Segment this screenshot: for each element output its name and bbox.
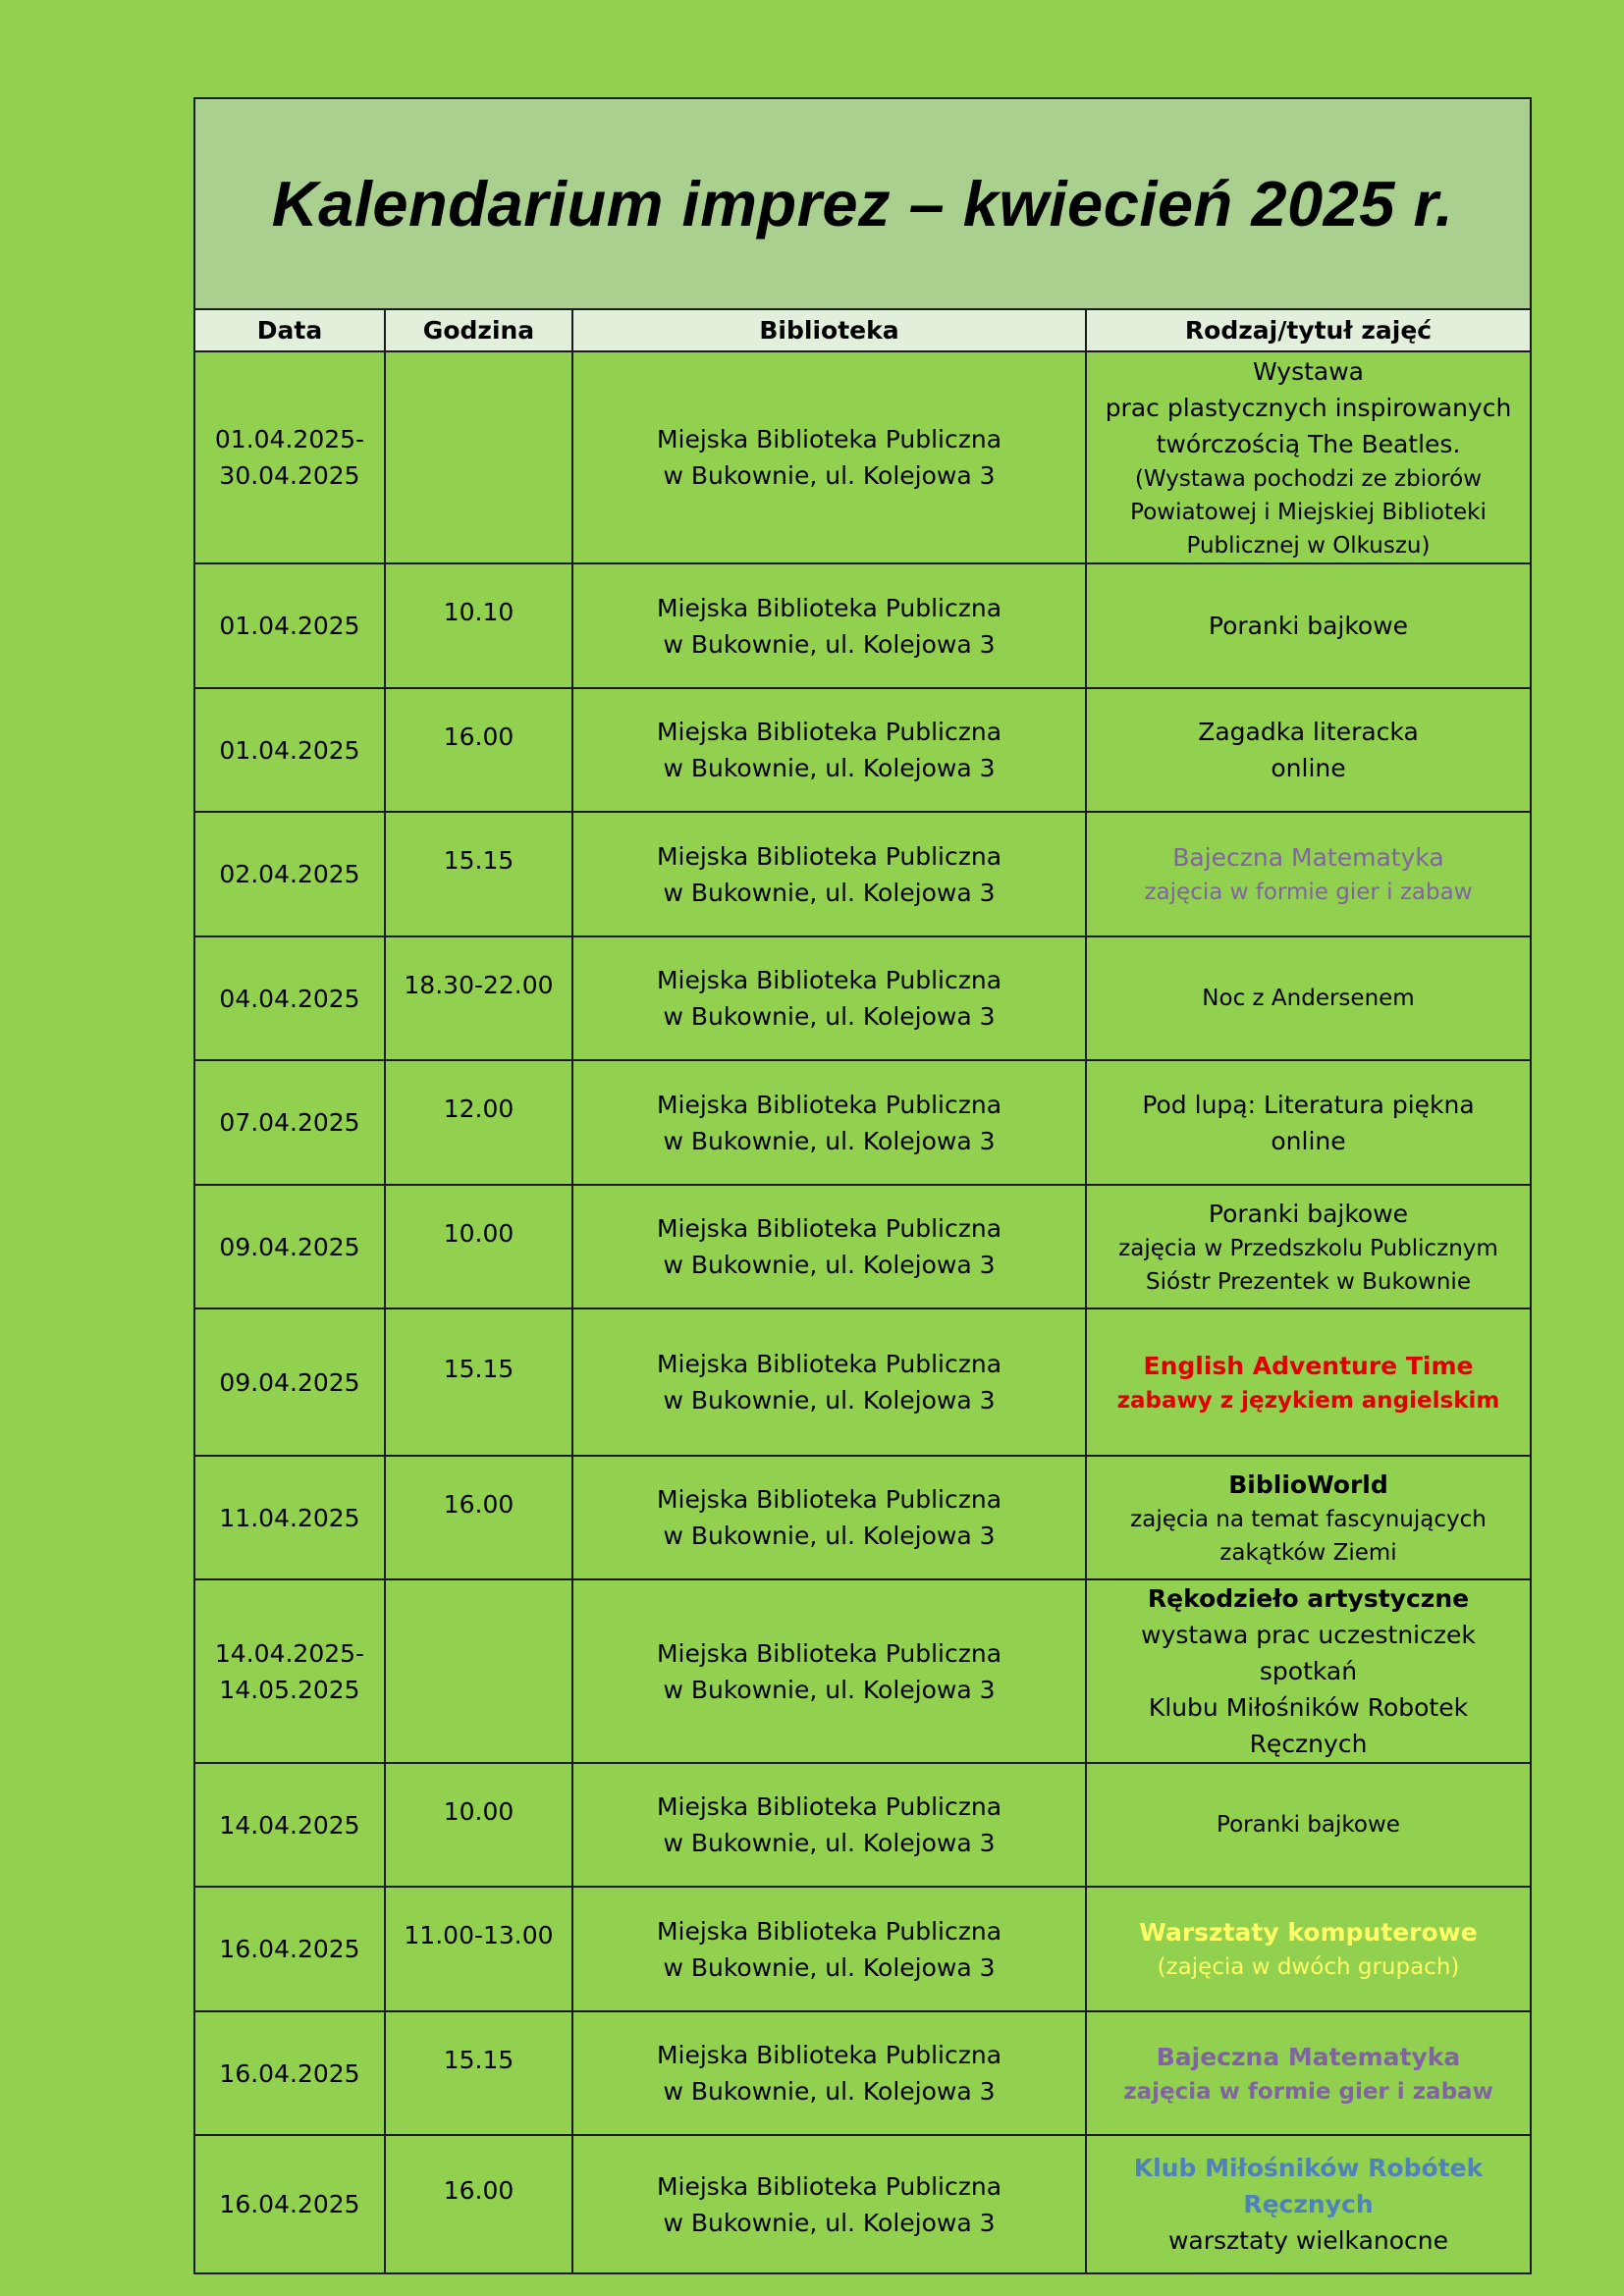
header-date: Data xyxy=(195,310,385,351)
date-start: 14.04.2025- xyxy=(214,1638,365,1668)
header-time: Godzina xyxy=(385,310,572,351)
date-cell: 16.04.2025 xyxy=(195,2011,385,2135)
date-cell xyxy=(195,1579,385,1763)
calendar-sheet xyxy=(193,97,1532,2274)
table-row xyxy=(195,1308,1530,1456)
activity-cell: Klub Miłośników Robótek Ręcznych warsztaty wielkanocne xyxy=(1086,2135,1530,2272)
date-cell: 04.04.2025 xyxy=(195,936,385,1060)
library-cell: Miejska Biblioteka Publiczna w Bukownie, ul. Kolejowa 3 xyxy=(572,563,1086,688)
time-cell: 15.15 xyxy=(385,1308,572,1456)
date-cell: 11.04.2025 xyxy=(195,1456,385,1579)
activity-cell: Bajeczna Matematyka zajęcia w formie gier i zabaw xyxy=(1086,812,1530,936)
header-row xyxy=(195,310,1530,351)
library-cell: Miejska Biblioteka Publiczna w Bukownie, ul. Kolejowa 3 xyxy=(572,1456,1086,1579)
activity-cell: Zagadka literacka online xyxy=(1086,688,1530,812)
table-row xyxy=(195,688,1530,812)
activity-cell: Bajeczna Matematyka zajęcia w formie gier i zabaw xyxy=(1086,2011,1530,2135)
date-cell: 07.04.2025 xyxy=(195,1060,385,1185)
activity-cell: Poranki bajkowe xyxy=(1086,1763,1530,1887)
date-cell: 14.04.2025 xyxy=(195,1763,385,1887)
time-cell: 10.00 xyxy=(385,1763,572,1887)
date-cell xyxy=(195,351,385,563)
date-cell: 09.04.2025 xyxy=(195,1308,385,1456)
library-cell: Miejska Biblioteka Publiczna w Bukownie, ul. Kolejowa 3 xyxy=(572,1763,1086,1887)
activity-cell: Poranki bajkowe zajęcia w Przedszkolu Publicznym Sióstr Prezentek w Bukownie xyxy=(1086,1185,1530,1308)
date-cell: 01.04.2025 xyxy=(195,563,385,688)
time-cell: 15.15 xyxy=(385,2011,572,2135)
date-cell: 01.04.2025 xyxy=(195,688,385,812)
time-cell: 10.10 xyxy=(385,563,572,688)
date-cell: 16.04.2025 xyxy=(195,2135,385,2272)
activity-cell: Rękodzieło artystyczne wystawa prac uczestniczek spotkań Klubu Miłośników Robotek Ręcznych xyxy=(1086,1579,1530,1763)
header-library: Biblioteka xyxy=(572,310,1086,351)
table-row xyxy=(195,1456,1530,1579)
title-banner xyxy=(195,99,1530,310)
date-cell: 16.04.2025 xyxy=(195,1887,385,2011)
activity-cell: Noc z Andersenem xyxy=(1086,936,1530,1060)
library-cell: Miejska Biblioteka Publiczna w Bukownie, ul. Kolejowa 3 xyxy=(572,1308,1086,1456)
table-row xyxy=(195,1060,1530,1185)
activity-cell: BiblioWorld zajęcia na temat fascynujących zakątków Ziemi xyxy=(1086,1456,1530,1579)
library-cell: Miejska Biblioteka Publiczna w Bukownie, ul. Kolejowa 3 xyxy=(572,812,1086,936)
time-cell: 18.30-22.00 xyxy=(385,936,572,1060)
library-cell: Miejska Biblioteka Publiczna w Bukownie, ul. Kolejowa 3 xyxy=(572,1185,1086,1308)
activity-cell: Pod lupą: Literatura piękna online xyxy=(1086,1060,1530,1185)
time-cell: 11.00-13.00 xyxy=(385,1887,572,2011)
header-activity: Rodzaj/tytuł zajęć xyxy=(1086,310,1530,351)
table-row xyxy=(195,2135,1530,2272)
table-row xyxy=(195,2011,1530,2135)
page-title: Kalendarium imprez – kwiecień 2025 r. xyxy=(271,168,1454,240)
events-table xyxy=(195,310,1530,2272)
time-cell: 16.00 xyxy=(385,688,572,812)
time-cell: 12.00 xyxy=(385,1060,572,1185)
activity-cell: Wystawa prac plastycznych inspirowanych twórczością The Beatles. (Wystawa pochodzi ze zbiorów Powiatowej i Miejskiej Biblioteki Publicznej w Olkuszu) xyxy=(1086,351,1530,563)
library-cell: Miejska Biblioteka Publiczna w Bukownie, ul. Kolejowa 3 xyxy=(572,351,1086,563)
time-cell xyxy=(385,351,572,563)
library-cell: Miejska Biblioteka Publiczna w Bukownie, ul. Kolejowa 3 xyxy=(572,936,1086,1060)
time-cell: 16.00 xyxy=(385,1456,572,1579)
library-cell: Miejska Biblioteka Publiczna w Bukownie, ul. Kolejowa 3 xyxy=(572,1060,1086,1185)
library-cell: Miejska Biblioteka Publiczna w Bukownie, ul. Kolejowa 3 xyxy=(572,1887,1086,2011)
date-end: 30.04.2025 xyxy=(219,461,360,490)
library-cell: Miejska Biblioteka Publiczna w Bukownie, ul. Kolejowa 3 xyxy=(572,2011,1086,2135)
time-cell: 16.00 xyxy=(385,2135,572,2272)
table-row xyxy=(195,936,1530,1060)
table-row xyxy=(195,351,1530,563)
activity-cell: English Adventure Time zabawy z językiem angielskim xyxy=(1086,1308,1530,1456)
time-cell xyxy=(385,1579,572,1763)
date-end: 14.05.2025 xyxy=(219,1675,360,1704)
date-cell: 09.04.2025 xyxy=(195,1185,385,1308)
table-row xyxy=(195,812,1530,936)
table-row xyxy=(195,1579,1530,1763)
library-cell: Miejska Biblioteka Publiczna w Bukownie, ul. Kolejowa 3 xyxy=(572,2135,1086,2272)
date-cell: 02.04.2025 xyxy=(195,812,385,936)
time-cell: 10.00 xyxy=(385,1185,572,1308)
table-row xyxy=(195,563,1530,688)
table-row xyxy=(195,1763,1530,1887)
date-start: 01.04.2025- xyxy=(214,425,365,454)
library-cell: Miejska Biblioteka Publiczna w Bukownie, ul. Kolejowa 3 xyxy=(572,1579,1086,1763)
time-cell: 15.15 xyxy=(385,812,572,936)
activity-cell: Warsztaty komputerowe (zajęcia w dwóch grupach) xyxy=(1086,1887,1530,2011)
activity-cell: Poranki bajkowe xyxy=(1086,563,1530,688)
table-row xyxy=(195,1185,1530,1308)
library-cell: Miejska Biblioteka Publiczna w Bukownie, ul. Kolejowa 3 xyxy=(572,688,1086,812)
table-row xyxy=(195,1887,1530,2011)
